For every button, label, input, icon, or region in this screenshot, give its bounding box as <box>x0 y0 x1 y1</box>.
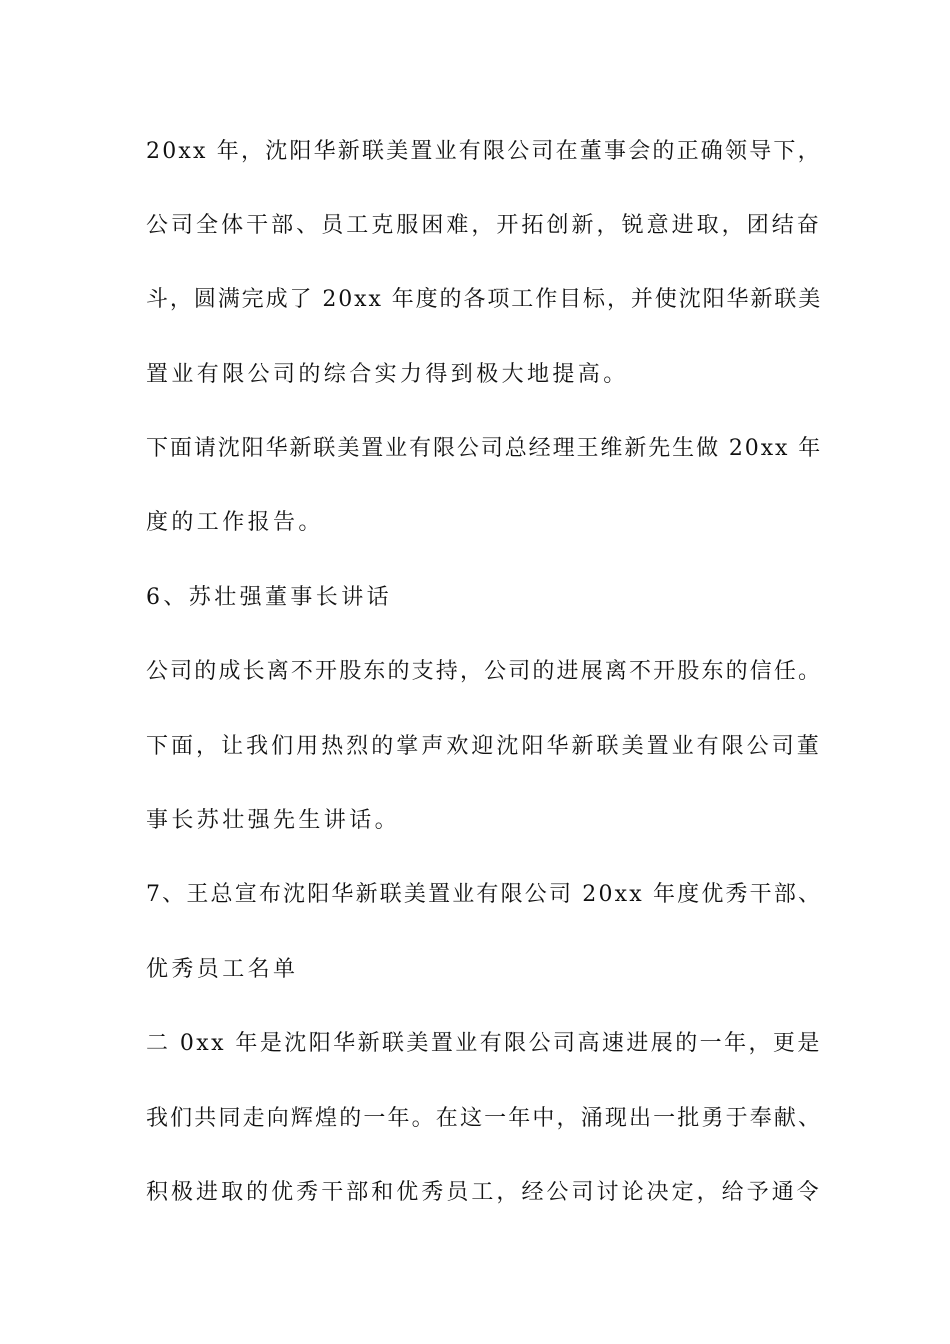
paragraph-line: 积极进取的优秀干部和优秀员工，经公司讨论决定，给予通令 <box>146 1180 822 1205</box>
paragraph-line: 公司的成长离不开股东的支持，公司的进展离不开股东的信任。 <box>146 659 823 684</box>
paragraph-line: 20xx 年，沈阳华新联美置业有限公司在董事会的正确领导下， <box>146 139 822 164</box>
paragraph-line: 斗，圆满完成了 20xx 年度的各项工作目标，并使沈阳华新联美 <box>146 287 823 312</box>
paragraph-line: 事长苏壮强先生讲话。 <box>146 808 401 833</box>
paragraph-line: 二 0xx 年是沈阳华新联美置业有限公司高速进展的一年，更是 <box>146 1031 822 1056</box>
section-heading: 6、苏壮强董事长讲话 <box>146 585 392 610</box>
paragraph-line: 下面请沈阳华新联美置业有限公司总经理王维新先生做 20xx 年 <box>146 436 823 461</box>
paragraph-line: 公司全体干部、员工克服困难，开拓创新，锐意进取，团结奋 <box>146 213 822 238</box>
paragraph-line: 我们共同走向辉煌的一年。在这一年中，涌现出一批勇于奉献、 <box>146 1106 823 1131</box>
paragraph-line: 置业有限公司的综合实力得到极大地提高。 <box>146 362 629 387</box>
section-heading: 优秀员工名单 <box>146 957 299 982</box>
paragraph-line: 下面，让我们用热烈的掌声欢迎沈阳华新联美置业有限公司董 <box>146 734 822 759</box>
paragraph-line: 度的工作报告。 <box>146 510 324 535</box>
section-heading: 7、王总宣布沈阳华新联美置业有限公司 20xx 年度优秀干部、 <box>146 882 823 907</box>
